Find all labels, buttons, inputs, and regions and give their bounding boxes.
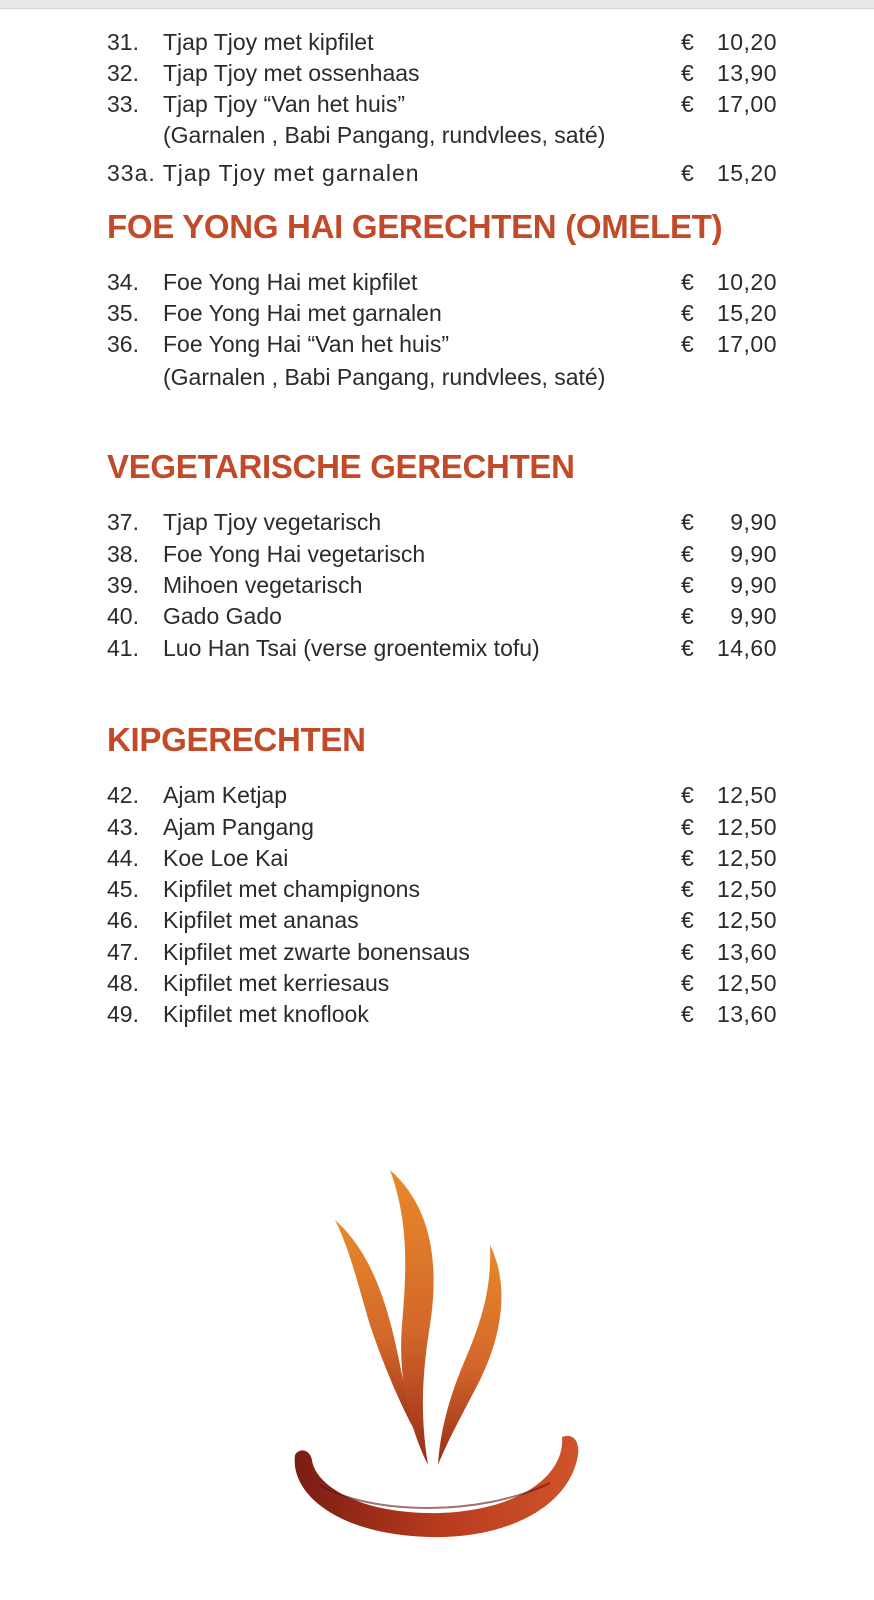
- menu-item: [107, 843, 787, 873]
- menu-item: [107, 158, 787, 188]
- item-price: 12,50: [716, 907, 777, 933]
- currency-symbol: €: [681, 300, 694, 326]
- item-name: Kipfilet met knoflook: [163, 1001, 369, 1027]
- menu-item: [107, 780, 787, 810]
- currency-symbol: €: [681, 970, 694, 996]
- item-number: 33.: [107, 91, 139, 117]
- item-name: Ajam Ketjap: [163, 782, 288, 808]
- item-number: 41.: [107, 635, 139, 661]
- item-label: 33a. Tjap Tjoy met garnalen: [107, 160, 420, 186]
- item-number: 38.: [107, 541, 139, 567]
- item-name: Tjap Tjoy met ossenhaas: [163, 60, 420, 86]
- section-heading: VEGETARISCHE GERECHTEN: [107, 448, 575, 485]
- currency-symbol: €: [681, 91, 694, 117]
- currency-symbol: €: [681, 876, 694, 902]
- item-price: 9,90: [730, 572, 777, 598]
- currency-symbol: €: [681, 907, 694, 933]
- item-name: Koe Loe Kai: [163, 845, 289, 871]
- item-price: 13,90: [716, 60, 777, 86]
- item-name: Ajam Pangang: [163, 814, 314, 840]
- item-name: Foe Yong Hai met garnalen: [163, 300, 442, 326]
- currency-symbol: €: [681, 814, 694, 840]
- currency-symbol: €: [681, 269, 694, 295]
- item-name: Kipfilet met kerriesaus: [163, 970, 390, 996]
- item-number: 43.: [107, 814, 139, 840]
- item-price: 13,60: [716, 939, 777, 965]
- currency-symbol: €: [681, 603, 694, 629]
- currency-symbol: €: [681, 60, 694, 86]
- item-price: 12,50: [716, 876, 777, 902]
- item-number: 31.: [107, 29, 139, 55]
- item-note: (Garnalen , Babi Pangang, rundvlees, saté): [163, 364, 606, 390]
- item-price: 15,20: [716, 300, 777, 326]
- flame-right: [438, 1245, 501, 1465]
- item-number: 42.: [107, 782, 139, 808]
- item-number: 45.: [107, 876, 139, 902]
- menu-item: [107, 27, 787, 57]
- menu-item: [107, 633, 787, 663]
- item-name: Kipfilet met zwarte bonensaus: [163, 939, 470, 965]
- item-note: (Garnalen , Babi Pangang, rundvlees, saté): [163, 122, 606, 148]
- item-price: 9,90: [730, 509, 777, 535]
- menu-item: [107, 58, 787, 88]
- item-price: 15,20: [716, 160, 777, 186]
- menu-item: [107, 539, 787, 569]
- item-name: Tjap Tjoy vegetarisch: [163, 509, 382, 535]
- item-number: 36.: [107, 331, 139, 357]
- item-price: 14,60: [716, 635, 777, 661]
- top-edge-bar: [0, 0, 874, 9]
- item-price: 10,20: [716, 29, 777, 55]
- item-name: Luo Han Tsai (verse groentemix tofu): [163, 635, 540, 661]
- currency-symbol: €: [681, 29, 694, 55]
- item-price: 12,50: [716, 814, 777, 840]
- item-name: Kipfilet met ananas: [163, 907, 359, 933]
- currency-symbol: €: [681, 939, 694, 965]
- flame-bowl-icon: [280, 1165, 600, 1595]
- menu-item: [107, 329, 787, 359]
- item-number: 44.: [107, 845, 139, 871]
- currency-symbol: €: [681, 331, 694, 357]
- item-price: 17,00: [716, 91, 777, 117]
- item-number: 49.: [107, 1001, 139, 1027]
- bowl-stroke: [295, 1436, 579, 1537]
- item-name: Tjap Tjoy “Van het huis”: [163, 91, 406, 117]
- item-number: 35.: [107, 300, 139, 326]
- item-number: 46.: [107, 907, 139, 933]
- item-number: 32.: [107, 60, 139, 86]
- currency-symbol: €: [681, 635, 694, 661]
- flame-middle: [390, 1170, 434, 1465]
- menu-item: [107, 89, 787, 119]
- menu-item: [107, 999, 787, 1029]
- currency-symbol: €: [681, 845, 694, 871]
- currency-symbol: €: [681, 541, 694, 567]
- menu-item: [107, 601, 787, 631]
- currency-symbol: €: [681, 160, 694, 186]
- item-price: 12,50: [716, 782, 777, 808]
- currency-symbol: €: [681, 782, 694, 808]
- item-number: 48.: [107, 970, 139, 996]
- item-price: 12,50: [716, 845, 777, 871]
- currency-symbol: €: [681, 572, 694, 598]
- item-number: 37.: [107, 509, 139, 535]
- item-name: Kipfilet met champignons: [163, 876, 420, 902]
- menu-item: [107, 937, 787, 967]
- menu-item: [107, 507, 787, 537]
- item-name: Foe Yong Hai “Van het huis”: [163, 331, 449, 357]
- currency-symbol: €: [681, 1001, 694, 1027]
- item-price: 9,90: [730, 541, 777, 567]
- item-price: 12,50: [716, 970, 777, 996]
- item-number: 40.: [107, 603, 139, 629]
- currency-symbol: €: [681, 509, 694, 535]
- item-name: Foe Yong Hai vegetarisch: [163, 541, 426, 567]
- item-price: 17,00: [716, 331, 777, 357]
- item-name: Foe Yong Hai met kipfilet: [163, 269, 418, 295]
- section-heading: FOE YONG HAI GERECHTEN (OMELET): [107, 208, 723, 245]
- menu-item: [107, 874, 787, 904]
- menu-item: [107, 905, 787, 935]
- section-heading: KIPGERECHTEN: [107, 721, 366, 758]
- menu-item: [107, 267, 787, 297]
- menu-item: [107, 298, 787, 328]
- item-price: 10,20: [716, 269, 777, 295]
- menu-item: [107, 570, 787, 600]
- item-number: 39.: [107, 572, 139, 598]
- item-number: 34.: [107, 269, 139, 295]
- item-number: 47.: [107, 939, 139, 965]
- item-price: 9,90: [730, 603, 777, 629]
- item-name: Mihoen vegetarisch: [163, 572, 363, 598]
- menu-item: [107, 812, 787, 842]
- menu-item: [107, 968, 787, 998]
- item-price: 13,60: [716, 1001, 777, 1027]
- item-name: Tjap Tjoy met kipfilet: [163, 29, 374, 55]
- item-name: Gado Gado: [163, 603, 282, 629]
